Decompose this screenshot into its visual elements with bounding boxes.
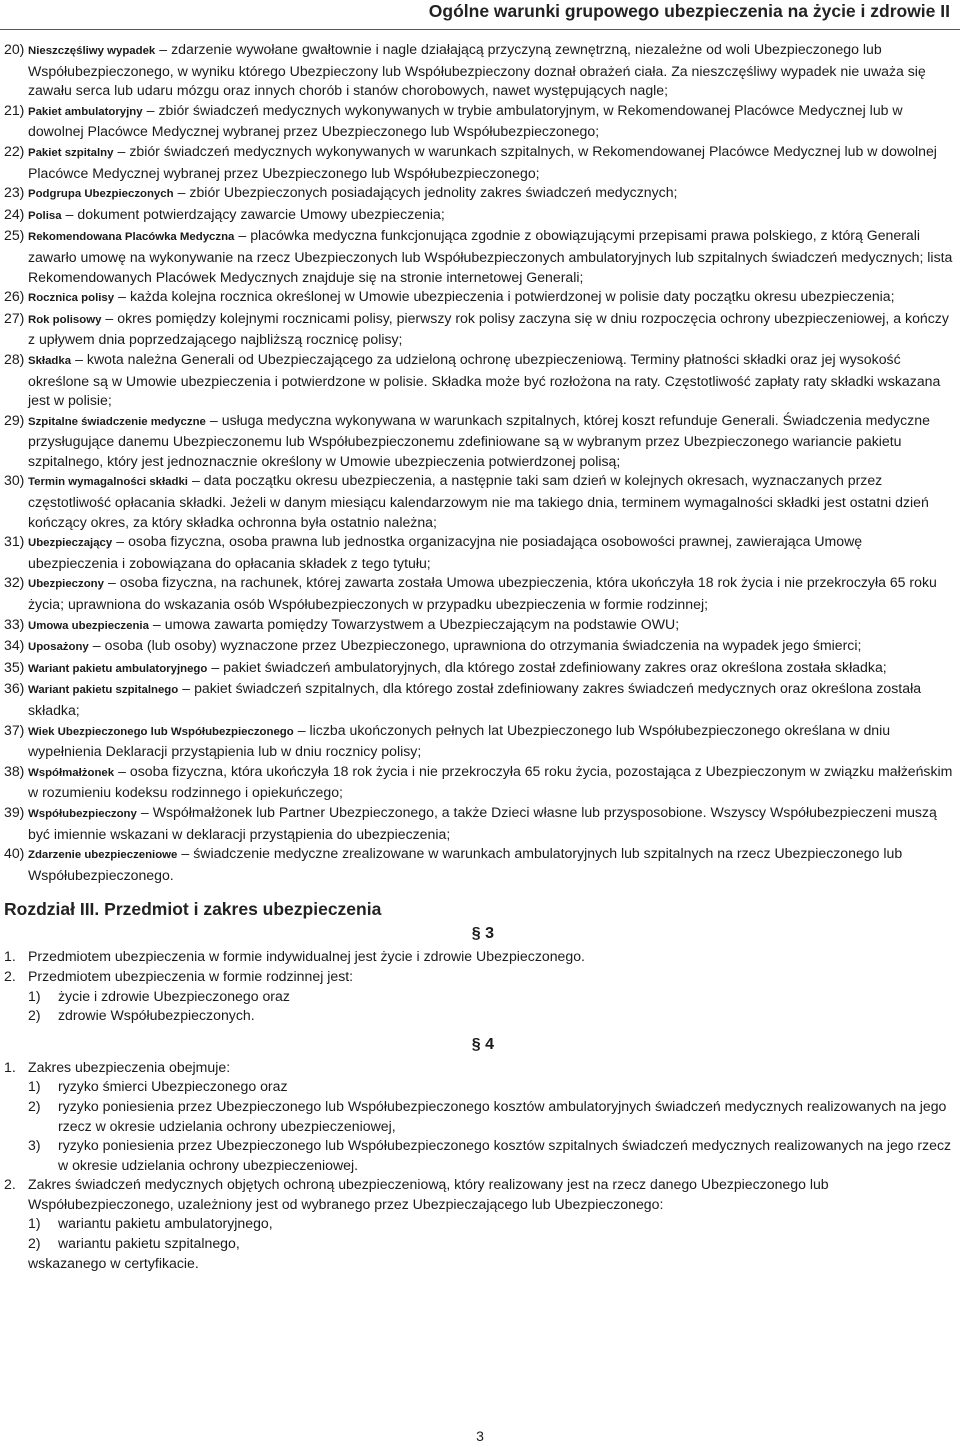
definition-term: Wariant pakietu szpitalnego — [28, 684, 179, 697]
definition-dash: – — [177, 184, 186, 201]
definition-text: usługa medyczna wykonywana w warunkach szpitalnych, której koszt refunduje Generali. Świadczenia medyczne przysługujące danemu Ubezpieczonemu lub Współubezpieczonemu zdefiniowane są w wybranym przez Ubezpieczonego wariancie pakietu szpitalnego, który jest jednoznacznie określony w Umowie ubezpieczenia potwierdzonej polisą; — [28, 411, 930, 469]
subitem-text: zdrowie Współubezpieczonych. — [58, 1007, 255, 1024]
definition-item — [4, 803, 956, 844]
definition-item — [4, 471, 956, 532]
item-number: 2. — [4, 967, 16, 984]
definition-item — [4, 532, 956, 573]
item-number: 1. — [4, 1058, 16, 1075]
definition-number: 34) — [4, 637, 25, 654]
definition-text: dokument potwierdzający zawarcie Umowy ubezpieczenia; — [77, 205, 445, 222]
subitem-text: ryzyko śmierci Ubezpieczonego oraz — [58, 1078, 288, 1095]
definition-text: placówka medyczna funkcjonująca zgodnie z obowiązującymi przepisami prawa polskiego, z którą Generali zawarło umowę na wykonywanie na rzecz Ubezpieczonych lub Współubezpieczonych ambulatoryjnych lub szpitalnych świadczeń medycznych; lista Rekomendowanych Placówek Medycznych znajduje się na stronie internetowej Generali; — [28, 227, 953, 285]
item-text: Zakres ubezpieczenia obejmuje: — [28, 1058, 231, 1075]
definition-dash: – — [211, 658, 220, 675]
definition-number: 39) — [4, 803, 25, 820]
subitem-number: 1) — [28, 987, 41, 1004]
definition-item — [4, 721, 956, 762]
definition-term: Uposażony — [28, 641, 89, 654]
definition-text: każda kolejna rocznica określonej w Umowie ubezpieczenia i potwierdzonej w polisie daty początku okresu ubezpieczenia; — [129, 288, 895, 305]
item-text: Przedmiotem ubezpieczenia w formie rodzinnej jest: — [28, 967, 354, 984]
definition-text: data początku okresu ubezpieczenia, a następnie taki sam dzień w kolejnych okresach, wyznaczanych przez częstotliwość opłacania składki. Jeżeli w danym miesiącu kalendarzowym nie ma takiego dnia, terminem wymagalności składki jest ostatni dzień kończący okres, za który składka ochronna była ostatnio należna; — [28, 472, 929, 530]
section-3-sign: § 3 — [471, 925, 494, 943]
subitem-number: 2) — [28, 1235, 41, 1252]
definition-dash: – — [159, 41, 168, 57]
definition-text: pakiet świadczeń ambulatoryjnych, dla którego został zdefiniowany zakres oraz określona została składka; — [223, 658, 887, 675]
definition-term: Rok polisowy — [28, 313, 102, 326]
section-4-closing-text: wskazanego w certyfikacie. — [28, 1254, 199, 1271]
definition-dash: – — [107, 574, 116, 591]
section-3-item-1 — [4, 947, 956, 967]
subitem-text: życie i zdrowie Ubezpieczonego oraz — [58, 987, 290, 1004]
definition-item — [4, 679, 956, 720]
definition-item — [4, 183, 956, 205]
definition-item — [4, 205, 956, 227]
definition-term: Pakiet szpitalny — [28, 146, 114, 159]
subitem-text: wariantu pakietu szpitalnego, — [58, 1235, 240, 1252]
definition-text: pakiet świadczeń szpitalnych, dla którego został zdefiniowany zakres świadczeń medycznych oraz określona została składka; — [28, 680, 922, 718]
page-header — [0, 0, 960, 32]
definition-text: zbiór Ubezpieczonych posiadających jednolity zakres świadczeń medycznych; — [189, 184, 678, 201]
definition-dash: – — [238, 227, 247, 244]
definition-number: 25) — [4, 227, 25, 244]
section-3-subitem-1 — [4, 987, 956, 1007]
definition-text: Współmałżonek lub Partner Ubezpieczonego, a także Dzieci własne lub przysposobione. Wszyscy Współubezpieczeni muszą być imiennie wskazani w deklaracji przystąpienia do ubezpieczenia; — [28, 803, 937, 842]
definition-term: Nieszczęśliwy wypadek — [28, 45, 156, 57]
definition-number: 20) — [4, 41, 25, 57]
definition-term: Szpitalne świadczenie medyczne — [28, 415, 206, 428]
definition-dash: – — [209, 411, 218, 428]
definition-number: 30) — [4, 472, 25, 489]
definition-text: zbiór świadczeń medycznych wykonywanych w trybie ambulatoryjnym, w Rekomendowanej Placówce Medycznej lub w dowolnej Placówce Medycznej wybranej przez Ubezpieczonego lub Współubezpieczonego; — [28, 101, 903, 140]
definition-text: świadczenie medyczne zrealizowane w warunkach ambulatoryjnych lub szpitalnych na rzecz Ubezpieczonego lub Współubezpieczonego. — [28, 845, 903, 883]
definition-term: Ubezpieczający — [28, 537, 113, 550]
subitem-number: 1) — [28, 1078, 41, 1095]
definition-term: Rocznica polisy — [28, 292, 115, 305]
subitem-text: ryzyko poniesienia przez Ubezpieczonego lub Współubezpieczonego kosztów szpitalnych świadczeń medycznych realizowanych na jego rzecz w okresie udzielania ochrony ubezpieczeniowej. — [58, 1137, 952, 1173]
definition-number: 21) — [4, 101, 25, 118]
definition-text: osoba (lub osoby) wyznaczone przez Ubezpieczonego, uprawniona do otrzymania świadczenia na wypadek jego śmierci; — [104, 637, 862, 654]
definition-dash: – — [146, 101, 155, 118]
definition-term: Pakiet ambulatoryjny — [28, 105, 143, 118]
definition-number: 38) — [4, 762, 25, 779]
definition-dash: – — [140, 803, 149, 820]
definition-item — [4, 101, 956, 142]
definition-dash: – — [92, 637, 101, 654]
definition-dash: – — [65, 205, 74, 222]
definition-item — [4, 615, 956, 637]
definition-item — [4, 636, 956, 658]
definition-term: Polisa — [28, 209, 62, 222]
definition-term: Wariant pakietu ambulatoryjnego — [28, 662, 208, 675]
definition-number: 24) — [4, 205, 25, 222]
subitem-text: ryzyko poniesienia przez Ubezpieczonego lub Współubezpieczonego kosztów ambulatoryjnych świadczeń medycznych realizowanych na jego rzecz w okresie udzielania ochrony ubezpieczeniowej, — [58, 1097, 947, 1134]
definition-term: Ubezpieczony — [28, 578, 104, 591]
page-number: 3 — [476, 1428, 484, 1444]
section-4-subitem-4 — [4, 1214, 956, 1234]
document-title: Ogólne warunki grupowego ubezpieczenia na życie i zdrowie II — [428, 1, 950, 21]
definition-item — [4, 350, 956, 411]
chapter-heading: Rozdział III. Przedmiot i zakres ubezpieczenia — [4, 899, 382, 920]
definition-number: 35) — [4, 658, 25, 675]
definition-text: umowa zawarta pomiędzy Towarzystwem a Ubezpieczającym na podstawie OWU; — [164, 615, 680, 632]
definition-term: Współubezpieczony — [28, 807, 137, 820]
header-divider — [0, 29, 960, 30]
definition-item — [4, 309, 956, 350]
definition-dash: – — [118, 762, 126, 779]
definition-text: liczba ukończonych pełnych lat Ubezpieczonego lub Współubezpieczonego określana w dniu wypełnienia Deklaracji przystąpienia lub w dniu rocznicy polisy; — [28, 721, 891, 760]
section-3-subitem-2 — [4, 1006, 956, 1026]
definition-number: 33) — [4, 615, 25, 632]
definition-number: 36) — [4, 680, 25, 697]
definition-item — [4, 226, 956, 287]
definition-term: Umowa ubezpieczenia — [28, 619, 149, 632]
definition-item — [4, 142, 956, 183]
definition-text: zdarzenie wywołane gwałtownie i nagle działającą przyczyną zewnętrzną, niezależne od woli Ubezpieczonego lub Współubezpieczonego, w wyniku którego Ubezpieczony lub Współubezpieczony doznał obrażeń ciała. Za nieszczęśliwy wypadek nie uważa się zawału serca lub udaru mózgu oraz innych chorób i stanów chorobowych, nawet występujących nagle; — [28, 41, 926, 99]
section-4-item-1 — [4, 1058, 956, 1078]
definition-item — [4, 287, 956, 309]
definition-dash: – — [118, 288, 126, 305]
definition-text: kwota należna Generali od Ubezpieczającego za udzieloną ochronę ubezpieczeniową. Terminy płatności składki oraz jej wysokość określone są w Umowie ubezpieczenia i potwierdzone w polisie. Składka może być rozłożona na raty. Częstotliwość zapłaty raty składki wskazana jest w polisie; — [28, 350, 941, 409]
definition-item — [4, 411, 956, 472]
item-text: Przedmiotem ubezpieczenia w formie indywidualnej jest życie i zdrowie Ubezpieczonego. — [28, 948, 585, 965]
definition-item — [4, 658, 956, 680]
definition-number: 22) — [4, 142, 25, 159]
definition-dash: – — [116, 533, 125, 550]
definition-text: okres pomiędzy kolejnymi rocznicami polisy, pierwszy rok polisy zaczyna się w dniu rozpoczęcia ochrony ubezpieczeniowej, a kończy z upływem dnia poprzedzającego najbliższą rocznicę polisy; — [28, 309, 949, 348]
definition-term: Składka — [28, 354, 72, 367]
definition-dash: – — [181, 845, 190, 862]
subitem-text: wariantu pakietu ambulatoryjnego, — [58, 1215, 273, 1232]
definition-text: osoba fizyczna, osoba prawna lub jednostka organizacyjna nie posiadająca osobowości prawnej, zawierająca Umowę ubezpieczenia i zobowiązana do opłacania składek z tego tytułu; — [28, 533, 863, 571]
subitem-number: 2) — [28, 1097, 41, 1114]
section-4-sign: § 4 — [471, 1035, 494, 1053]
section-4-item-2 — [4, 1175, 956, 1214]
definition-term: Rekomendowana Placówka Medyczna — [28, 231, 235, 244]
definition-dash: – — [191, 472, 200, 489]
definition-number: 32) — [4, 574, 25, 591]
subitem-number: 1) — [28, 1215, 41, 1232]
definition-item — [4, 40, 956, 101]
page-content — [4, 40, 956, 1273]
definition-dash: – — [105, 309, 114, 326]
definition-item — [4, 762, 956, 803]
definition-term: Termin wymagalności składki — [28, 476, 188, 489]
section-3-item-2 — [4, 967, 956, 987]
definition-dash: – — [182, 680, 191, 697]
definition-dash: – — [75, 350, 83, 367]
definition-item — [4, 573, 956, 614]
section-4-subitem-3 — [4, 1136, 956, 1175]
definitions-list — [4, 40, 956, 885]
definition-dash: – — [152, 615, 161, 632]
definition-term: Zdarzenie ubezpieczeniowe — [28, 849, 178, 862]
definition-number: 23) — [4, 184, 25, 201]
section-4-subitem-1 — [4, 1077, 956, 1097]
definition-text: osoba fizyczna, na rachunek, której zawarta została Umowa ubezpieczenia, która ukończyła 18 rok życia i nie przekroczyła 65 roku życia; uprawniona do wskazania osób Współubezpieczonych w przypadku ubezpieczenia w formie rodzinnej; — [28, 574, 937, 613]
subitem-number: 3) — [28, 1137, 41, 1154]
definition-item — [4, 844, 956, 885]
definition-number: 37) — [4, 721, 25, 738]
item-number: 1. — [4, 948, 16, 965]
definition-text: zbiór świadczeń medycznych wykonywanych w warunkach szpitalnych, w Rekomendowanej Placówce Medycznej lub w dowolnej Placówce Medycznej wybranej przez Ubezpieczonego lub Współubezpieczonego; — [28, 142, 937, 181]
definition-text: osoba fizyczna, która ukończyła 18 rok życia i nie przekroczyła 65 roku życia, pozostająca z Ubezpieczonym w związku małżeńskim w rozumieniu kodeksu rodzinnego i opiekuńczego; — [28, 762, 953, 801]
definition-number: 40) — [4, 845, 25, 862]
section-4-subitem-5 — [4, 1234, 956, 1254]
definition-term: Wiek Ubezpieczonego lub Współubezpieczonego — [28, 725, 294, 738]
item-text: Zakres świadczeń medycznych objętych ochroną ubezpieczeniową, który realizowany jest na rzecz danego Ubezpieczonego lub Współubezpieczonego, uzależniony jest od wybranego przez Ubezpieczającego lub Ubezpieczonego: — [28, 1176, 829, 1212]
definition-number: 27) — [4, 309, 25, 326]
definition-dash: – — [297, 721, 306, 738]
definition-number: 26) — [4, 288, 25, 305]
definition-number: 31) — [4, 533, 25, 550]
subitem-number: 2) — [28, 1007, 41, 1024]
definition-term: Współmałżonek — [28, 766, 115, 779]
section-4-subitem-2 — [4, 1097, 956, 1136]
definition-number: 28) — [4, 350, 25, 367]
definition-dash: – — [117, 142, 126, 159]
item-number: 2. — [4, 1176, 16, 1193]
definition-number: 29) — [4, 411, 25, 428]
definition-term: Podgrupa Ubezpieczonych — [28, 188, 174, 201]
